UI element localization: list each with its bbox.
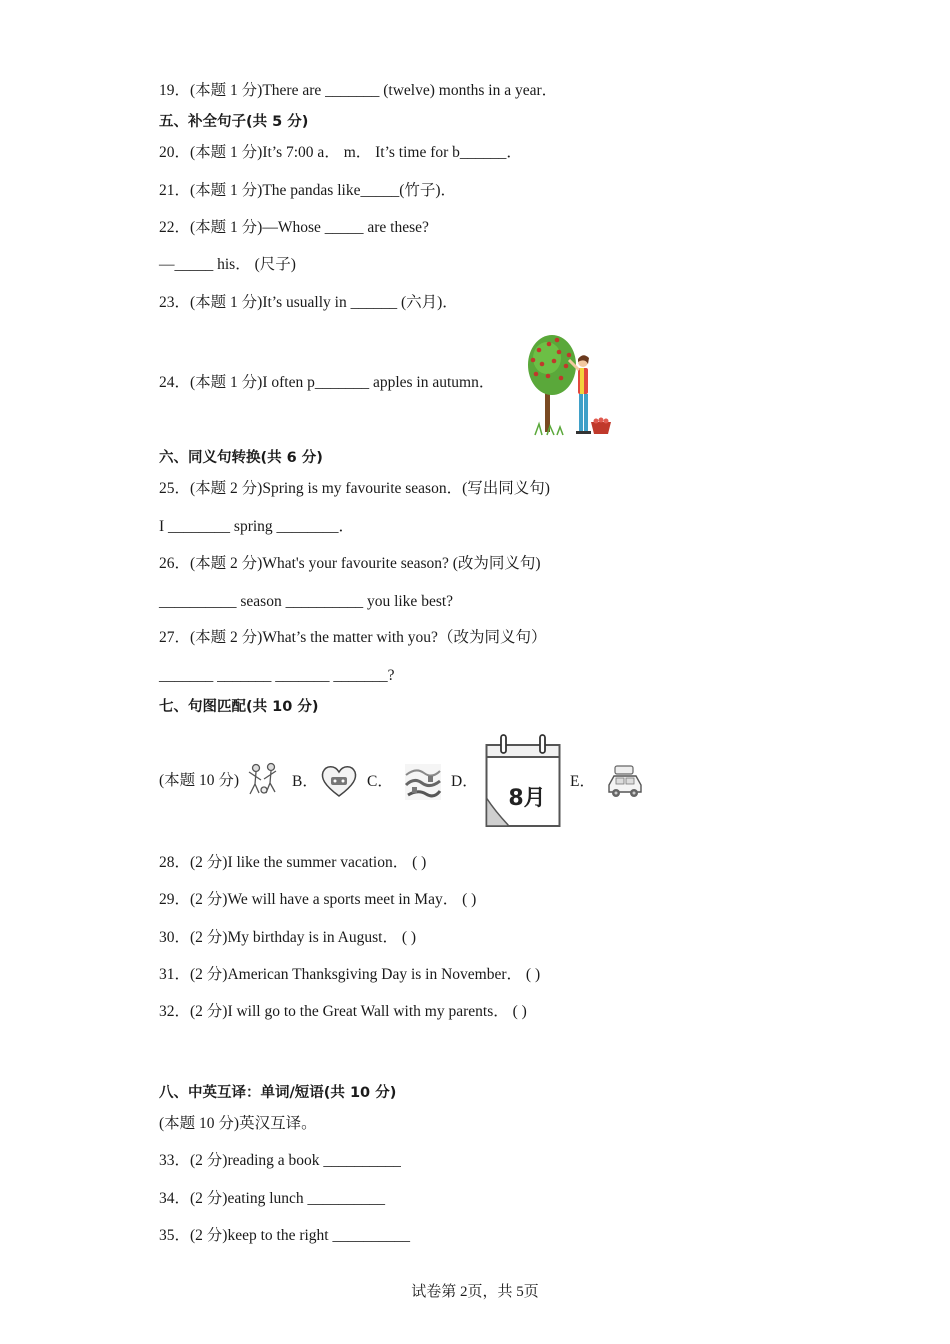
q26: 26．(本题 2 分)What's your favourite season? (改为同义句) (159, 555, 541, 572)
q23: 23．(本题 1 分)It’s usually in ______ (六月)． (159, 294, 458, 311)
q19: 19．(本题 1 分)There are _______ (twelve) months in a year． (159, 82, 558, 99)
heart-picture (320, 763, 358, 799)
section-6-heading: 六、同义句转换(共 6 分) (159, 450, 323, 466)
q25: 25．(本题 2 分)Spring is my favourite season．(写出同义句) (159, 480, 550, 497)
option-b-label: B． (292, 773, 318, 790)
q27-answer-line: _______ _______ _______ _______? (159, 667, 395, 684)
q22: 22．(本题 1 分)—Whose _____ are these? (159, 219, 429, 236)
q24: 24．(本题 1 分)I often p_______ apples in autumn． (159, 374, 495, 391)
q26-answer-line: __________ season __________ you like best? (159, 593, 454, 610)
option-e-label: E． (570, 773, 595, 790)
q21: 21．(本题 1 分)The pandas like_____(竹子)． (159, 182, 457, 199)
q28: 28．(2 分)I like the summer vacation． ( ) (159, 854, 427, 871)
q20: 20．(本题 1 分)It’s 7:00 a． m． It’s time for b______． (159, 144, 522, 161)
section-8-intro: (本题 10 分)英汉互译。 (159, 1115, 317, 1132)
car-trip-picture (605, 763, 645, 801)
option-c-label: C． (367, 773, 393, 790)
q34: 34．(2 分)eating lunch __________ (159, 1190, 386, 1207)
q35: 35．(2 分)keep to the right __________ (159, 1227, 410, 1244)
q22-answer-line: —_____ his． (尺子) (159, 256, 296, 273)
q30: 30．(2 分)My birthday is in August． ( ) (159, 929, 417, 946)
great-wall-picture (404, 763, 442, 801)
q33: 33．(2 分)reading a book __________ (159, 1152, 401, 1169)
q25-answer-line: I ________ spring ________． (159, 518, 355, 535)
apple-picking-illustration (527, 330, 617, 438)
q29: 29．(2 分)We will have a sports meet in May． ( ) (159, 891, 477, 908)
section-7-heading: 七、句图匹配(共 10 分) (159, 699, 319, 715)
match-prefix: (本题 10 分) (159, 772, 240, 789)
calendar-august-picture (485, 733, 561, 828)
q27: 27．(本题 2 分)What’s the matter with you?（改为同义句） (159, 629, 547, 646)
section-5-heading: 五、补全句子(共 5 分) (159, 114, 309, 130)
calendar-text: 8月 (508, 786, 546, 811)
q31: 31．(2 分)American Thanksgiving Day is in November． ( ) (159, 966, 541, 983)
q32: 32．(2 分)I will go to the Great Wall with my parents． ( ) (159, 1003, 527, 1020)
children-dancing-picture (246, 762, 282, 800)
option-d-label: D． (451, 773, 478, 790)
section-8-heading: 八、中英互译：单词/短语(共 10 分) (159, 1085, 397, 1101)
page-footer: 试卷第 2页，共 5页 (411, 1284, 539, 1300)
